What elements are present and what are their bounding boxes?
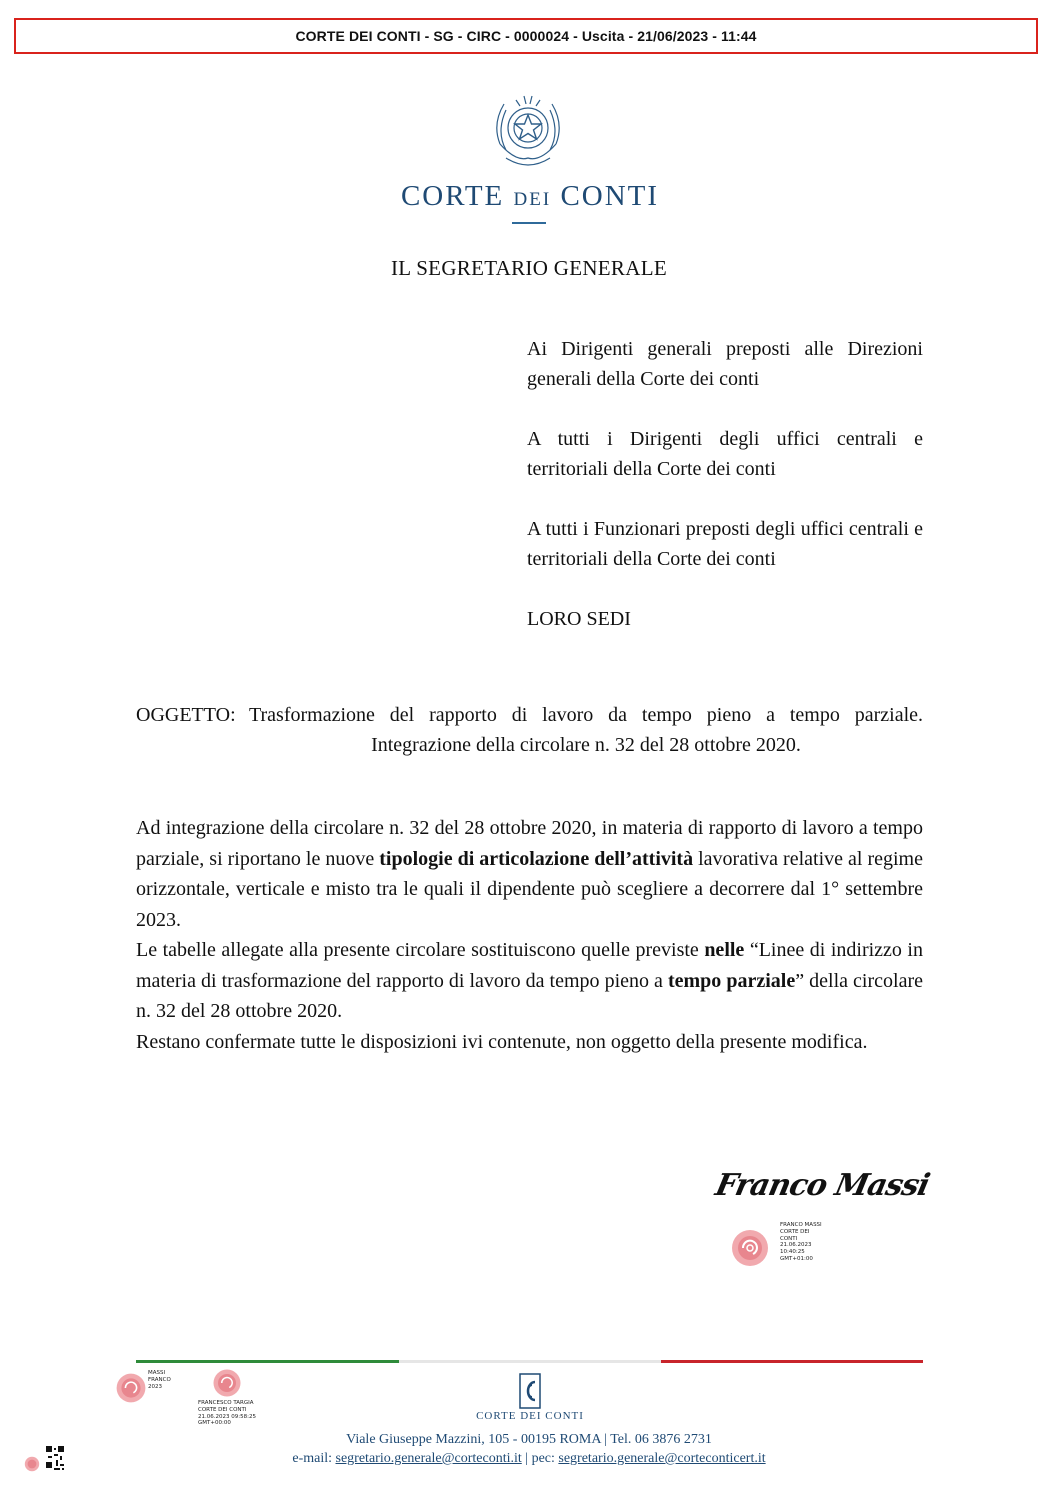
email-link[interactable]: segretario.generale@corteconti.it [335,1451,522,1466]
corte-dei-conti-logo [350,180,710,213]
digital-seal-icon [212,1368,242,1398]
sig-line: 2023 [148,1383,162,1390]
flag-line-white [399,1360,661,1363]
protocol-stamp [14,18,1038,54]
body-span: ” della circolare n. 32 del 28 ottobre 2020. [136,969,923,1022]
republic-emblem-icon [486,88,570,172]
sig-line: MASSI [148,1370,166,1376]
footer-address: Viale Giuseppe Mazzini, 105 - 00195 ROMA | Tel. 06 3876 2731 [346,1432,712,1447]
document-heading: IL SEGRETARIO GENERALE [391,256,667,280]
logo-word-dei: DEI [513,189,552,210]
digital-signature-meta [148,1370,171,1390]
recipient-item: LORO SEDI [527,608,631,630]
logo-word-corte: CORTE [400,180,505,212]
body-text [136,813,923,1057]
sig-line: 10:40:25 [780,1249,805,1256]
sig-line: FRANCO MASSI [780,1222,822,1228]
sig-line: 21.06.2023 [780,1242,812,1249]
body-paragraph [136,813,923,935]
pec-link[interactable]: segretario.generale@corteconticert.it [558,1451,766,1466]
body-span: “Linee di indirizzo in materia di trasformazione del rapporto di lavoro da tempo pieno a [136,939,923,992]
subject-label: OGGETTO: [136,704,236,726]
email-label: e-mail: [292,1451,336,1466]
body-span: Ad integrazione della circolare n. 32 del 28 ottobre 2020, in materia di rapporto di lavoro a tempo parziale, si riportano le nuove [136,817,923,870]
recipient-item: A tutti i Funzionari preposti degli uffici centrali e territoriali della Corte dei conti [527,518,923,570]
recipient-item: A tutti i Dirigenti degli uffici centrali e territoriali della Corte dei conti [527,428,923,480]
digital-seal-icon [115,1372,147,1404]
body-bold: nelle [704,939,745,961]
digital-signature-meta [198,1400,256,1427]
flag-line-green [136,1360,399,1363]
body-paragraph [136,935,923,1027]
body-bold: tipologie di articolazione dell’attività [379,847,694,870]
digital-signature-meta [780,1222,822,1263]
digital-seal-icon [24,1456,40,1472]
body-span: Le tabelle allegate alla presente circolare sostituiscono quelle previste [136,939,705,961]
flag-line-red [661,1360,923,1363]
body-span: lavorativa relative al regime orizzontale, verticale e misto tra le quali il dipendente può scegliere a decorrere dal 1° settembre 2023. [136,847,923,931]
sig-line: CORTE DEI CONTI [198,1406,247,1413]
body-paragraph: Restano confermate tutte le disposizioni ivi contenute, non oggetto della presente modifica. [136,1030,868,1053]
sig-line: GMT+01:00 [780,1255,813,1262]
sig-line: FRANCO [148,1376,171,1383]
logo-underline [512,222,546,224]
sig-line: CONTI [780,1235,798,1242]
sig-line: GMT+00:00 [198,1420,231,1427]
qr-code-icon [44,1444,66,1472]
recipient-item: Ai Dirigenti generali preposti alle Direzioni generali della Corte dei conti [527,338,923,390]
pec-label: | pec: [521,1451,559,1466]
footer-contacts [0,1451,1058,1467]
sig-line: CORTE DEI [780,1228,810,1235]
sig-line: 21.06.2023 09:58:25 [198,1413,256,1420]
footer-logo-text: CORTE DEI CONTI [476,1410,584,1422]
sig-line: FRANCESCO TARGIA [198,1400,254,1406]
cc-monogram-icon [510,1372,550,1412]
subject-text: Trasformazione del rapporto di lavoro da tempo pieno a tempo parziale. Integrazione della circolare n. 32 del 28 ottobre 2020. [249,704,923,756]
logo-word-conti: CONTI [560,180,660,212]
body-bold: tempo parziale [667,969,796,992]
recipients-block [527,334,923,634]
digital-seal-icon [730,1228,770,1268]
subject-block [136,700,923,760]
protocol-text: CORTE DEI CONTI - SG - CIRC - 0000024 - Uscita - 21/06/2023 - 11:44 [295,28,757,44]
handwritten-signature: Franco Massi [712,1168,933,1203]
